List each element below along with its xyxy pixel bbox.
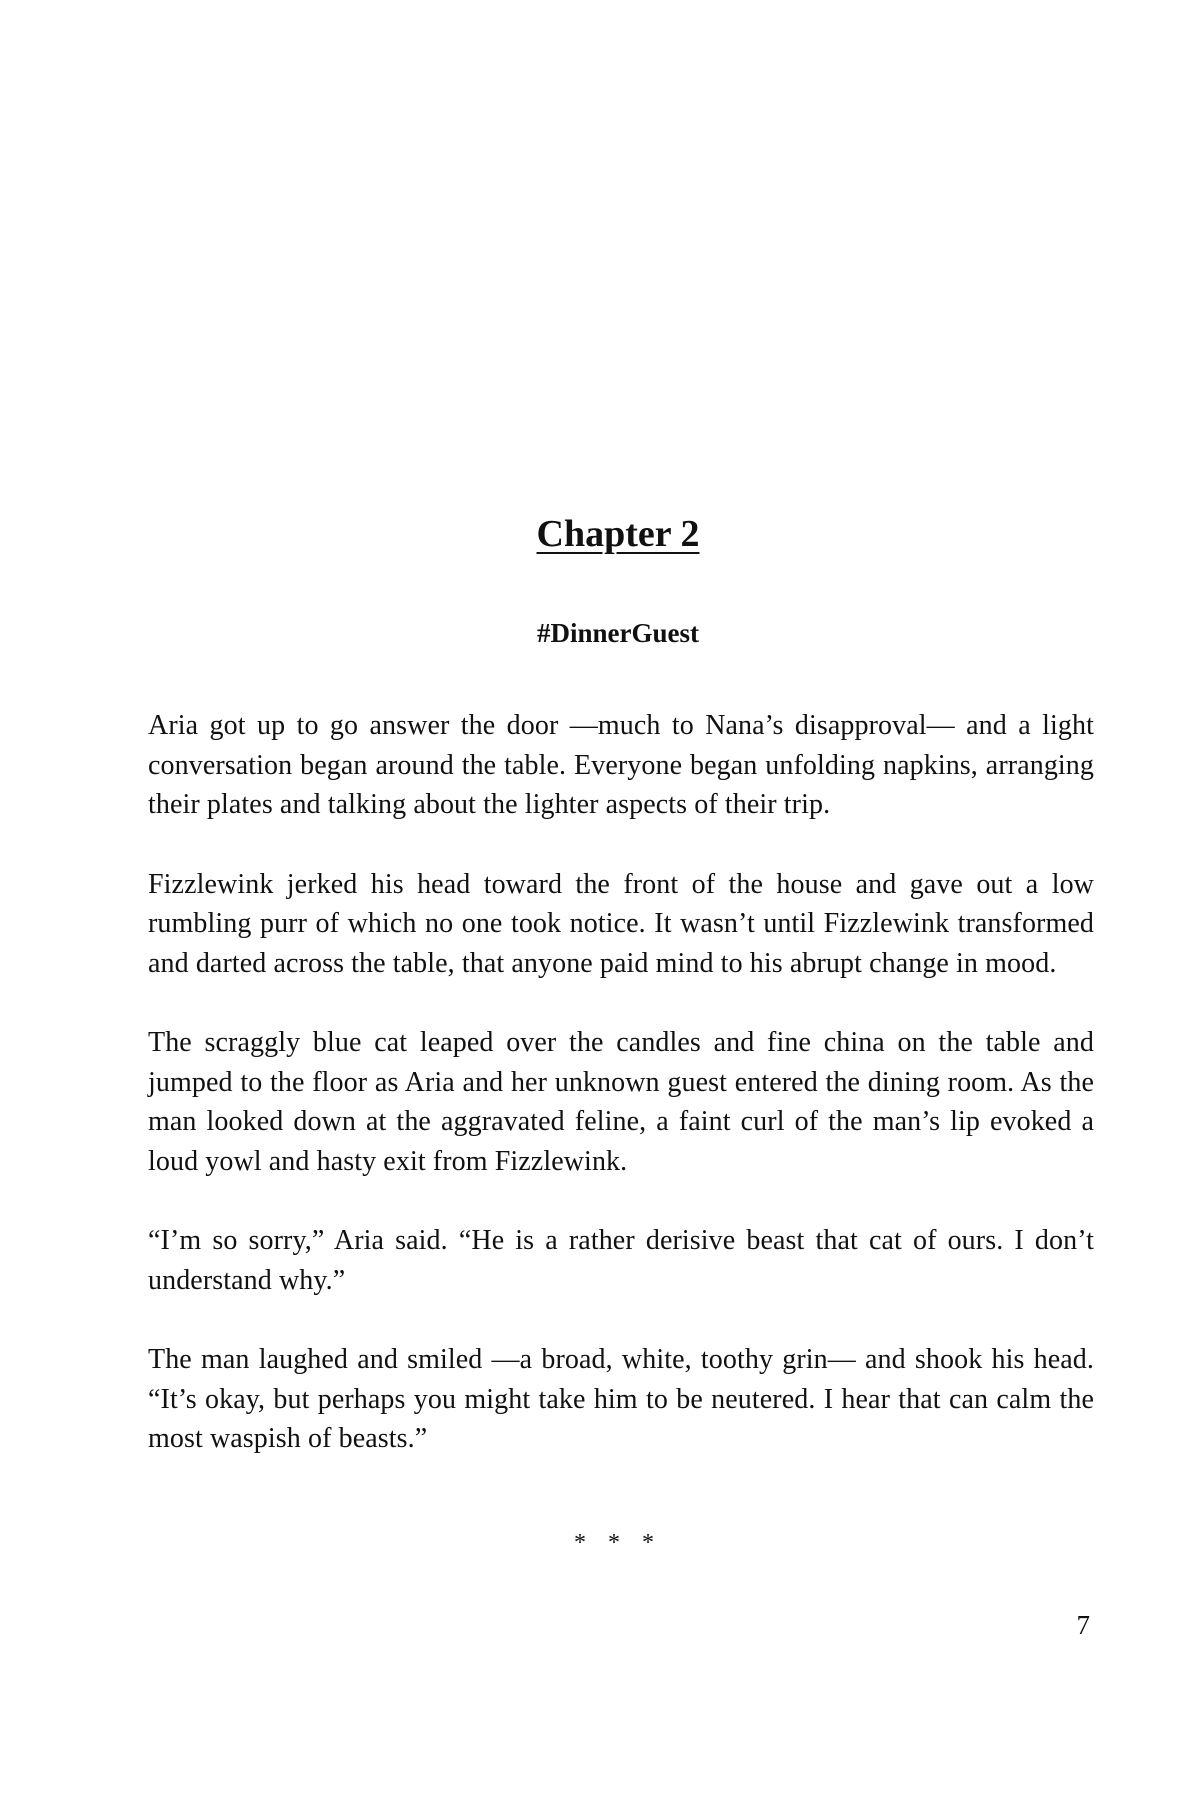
paragraph: Fizzlewink jerked his head toward the front of the house and gave out a low rumbling purr of which no one took notice. It wasn’t until Fizzlewink transformed and darted across the table, that anyone paid mind to his abrupt change in mood.	[148, 868, 1094, 979]
paragraph: Aria got up to go answer the door —much to Nana’s disapproval— and a light conversation began around the table. Everyone began unfolding napkins, arranging their plates and talking about the lighter aspects of their trip.	[148, 710, 1094, 820]
chapter-subtitle: #DinnerGuest	[537, 618, 699, 648]
scene-break: * * *	[574, 1530, 662, 1556]
chapter-body	[148, 706, 1094, 1459]
chapter-title: Chapter 2	[536, 513, 700, 555]
paragraph: “I’m so sorry,” Aria said. “He is a rather derisive beast that cat of ours. I don’t understand why.”	[148, 1225, 1094, 1296]
page-number: 7	[1076, 1610, 1090, 1640]
paragraph: The scraggly blue cat leaped over the candles and fine china on the table and jumped to the floor as Aria and her unknown guest entered the dining room. As the man looked down at the aggravated feline, a faint curl of the man’s lip evoked a loud yowl and hasty exit from Fizzlewink.	[148, 1027, 1094, 1177]
paragraph: The man laughed and smiled —a broad, white, toothy grin— and shook his head. “It’s okay, but perhaps you might take him to be neutered. I hear that can calm the most waspish of beasts.”	[148, 1344, 1094, 1454]
